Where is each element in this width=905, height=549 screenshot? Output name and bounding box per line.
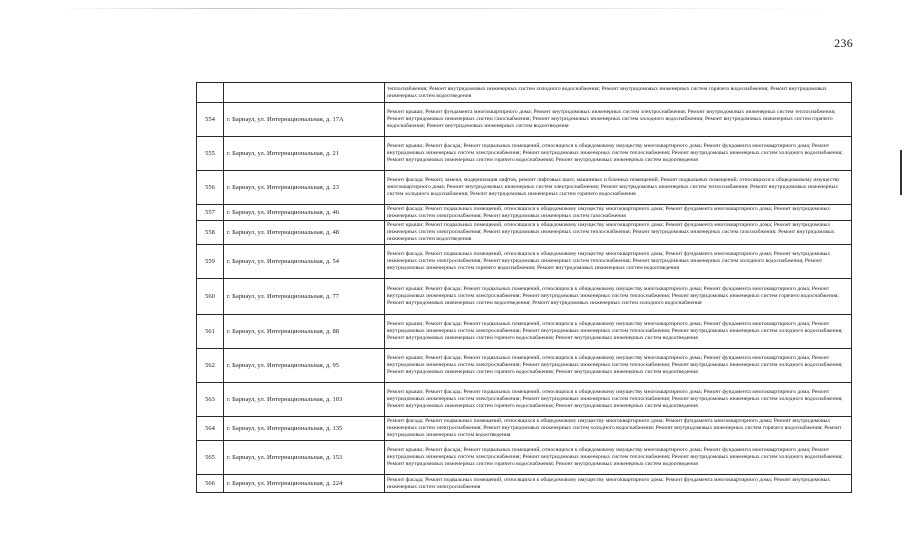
row-number-cell: 556: [197, 171, 224, 205]
table-row: [197, 205, 852, 221]
address-cell: г. Барнаул, ул. Интернациональная, д. 103: [224, 383, 385, 417]
works-list-cell: Ремонт крыши; Ремонт фасада; Ремонт подвальных помещений, относящихся к общедомовому имуществу многоквартирного дома; Ремонт фундамента многоквартирного дома; Ремонт внутридомовых инженерных систем электроснабжения; Ремонт внутридомовых инженерных систем теплоснабжения; Ремонт внутридомовых инженерных систем холодного водоснабжения; Ремонт внутридомовых инженерных систем горячего водоснабжения; Ремонт внутридомовых инженерных систем водоотведения: [385, 349, 852, 383]
row-number-cell: [197, 83, 224, 103]
works-list-cell: теплоснабжения; Ремонт внутридомовых инженерных систем холодного водоснабжения; Ремонт внутридомовых инженерных систем горячего водоснабжения; Ремонт внутридомовых инженерных систем водоотведения: [385, 83, 852, 103]
table-row: [197, 221, 852, 245]
address-cell: г. Барнаул, ул. Интернациональная, д. 135: [224, 417, 385, 441]
address-cell: г. Барнаул, ул. Интернациональная, д. 54: [224, 245, 385, 279]
works-list-cell: Ремонт фасада; Ремонт подвальных помещений, относящихся к общедомовому имуществу многоквартирного дома; Ремонт фундамента многоквартирного дома; Ремонт внутридомовых инженерных систем электроснабжения: [385, 475, 852, 493]
table-row: [197, 441, 852, 475]
row-number-cell: 558: [197, 221, 224, 245]
row-number-cell: 557: [197, 205, 224, 221]
table-row: [197, 315, 852, 349]
scan-artifact-line: [60, 8, 840, 9]
table-row: [197, 103, 852, 137]
address-cell: г. Барнаул, ул. Интернациональная, д. 48: [224, 221, 385, 245]
address-cell: г. Барнаул, ул. Интернациональная, д. 153: [224, 441, 385, 475]
row-number-cell: 565: [197, 441, 224, 475]
row-number-cell: 564: [197, 417, 224, 441]
table-row: [197, 279, 852, 315]
table-row: [197, 245, 852, 279]
address-cell: г. Барнаул, ул. Интернациональная, д. 224: [224, 475, 385, 493]
address-cell: г. Барнаул, ул. Интернациональная, д. 21: [224, 137, 385, 171]
works-list-cell: Ремонт фасада; Ремонт подвальных помещений, относящихся к общедомовому имуществу многоквартирного дома; Ремонт фундамента многоквартирного дома; Ремонт внутридомовых инженерных систем электроснабжения; Ремонт внутридомовых инженерных систем газоснабжения: [385, 205, 852, 221]
table-row: [197, 349, 852, 383]
address-cell: г. Барнаул, ул. Интернациональная, д. 46: [224, 205, 385, 221]
table-row: [197, 417, 852, 441]
address-cell: г. Барнаул, ул. Интернациональная, д. 77: [224, 279, 385, 315]
works-list-cell: Ремонт фасада; Ремонт, замена, модернизация лифтов, ремонт лифтовых шахт, машинных и блочных помещений; Ремонт подвальных помещений, относящихся к общедомовому имуществу многоквартирного дома; Ремонт внутридомовых инженерных систем электроснабжения; Ремонт внутридомовых инженерных систем теплоснабжения; Ремонт внутридомовых инженерных систем холодного водоснабжения; Ремонт внутридомовых инженерных систем горячего водоснабжения: [385, 171, 852, 205]
page-number: 236: [834, 36, 853, 50]
row-number-cell: 562: [197, 349, 224, 383]
table-row: [197, 171, 852, 205]
row-number-cell: 559: [197, 245, 224, 279]
works-list-cell: Ремонт фасада; Ремонт подвальных помещений, относящихся к общедомовому имуществу многоквартирного дома; Ремонт фундамента многоквартирного дома; Ремонт внутридомовых инженерных систем электроснабжения; Ремонт внутридомовых инженерных систем холодного водоснабжения; Ремонт внутридомовых инженерных систем горячего водоснабжения; Ремонт внутридомовых инженерных систем водоотведения: [385, 417, 852, 441]
works-list-cell: Ремонт крыши; Ремонт фасада; Ремонт подвальных помещений, относящихся к общедомовому имуществу многоквартирного дома; Ремонт фундамента многоквартирного дома; Ремонт внутридомовых инженерных систем электроснабжения; Ремонт внутридомовых инженерных систем теплоснабжения; Ремонт внутридомовых инженерных систем холодного водоснабжения; Ремонт внутридомовых инженерных систем горячего водоснабжения; Ремонт внутридомовых инженерных систем водоотведения: [385, 441, 852, 475]
row-number-cell: 560: [197, 279, 224, 315]
repair-list-table-container: [196, 82, 852, 493]
works-list-cell: Ремонт крыши; Ремонт подвальных помещений, относящихся к общедомовому имуществу многоквартирного дома; Ремонт фундамента многоквартирного дома; Ремонт внутридомовых инженерных систем электроснабжения; Ремонт внутридомовых инженерных систем теплоснабжения; Ремонт внутридомовых инженерных систем газоснабжения; Ремонт внутридомовых инженерных систем водоотведения: [385, 221, 852, 245]
row-number-cell: 566: [197, 475, 224, 493]
row-number-cell: 554: [197, 103, 224, 137]
works-list-cell: Ремонт крыши; Ремонт фасада; Ремонт подвальных помещений, относящихся к общедомовому имуществу многоквартирного дома; Ремонт фундамента многоквартирного дома; Ремонт внутридомовых инженерных систем электроснабжения; Ремонт внутридомовых инженерных систем теплоснабжения; Ремонт внутридомовых инженерных систем холодного водоснабжения; Ремонт внутридомовых инженерных систем горячего водоснабжения; Ремонт внутридомовых инженерных систем водоотведения: [385, 383, 852, 417]
row-number-cell: 563: [197, 383, 224, 417]
table-row: [197, 83, 852, 103]
scan-edge-mark: [900, 150, 902, 195]
address-cell: г. Барнаул, ул. Интернациональная, д. 17А: [224, 103, 385, 137]
row-number-cell: 555: [197, 137, 224, 171]
table-row: [197, 475, 852, 493]
works-list-cell: Ремонт крыши; Ремонт фасада; Ремонт подвальных помещений, относящихся к общедомовому имуществу многоквартирного дома; Ремонт фундамента многоквартирного дома; Ремонт внутридомовых инженерных систем электроснабжения; Ремонт внутридомовых инженерных систем теплоснабжения; Ремонт внутридомовых инженерных систем холодного водоснабжения; Ремонт внутридомовых инженерных систем горячего водоснабжения; Ремонт внутридомовых инженерных систем водоотведения: [385, 137, 852, 171]
row-number-cell: 561: [197, 315, 224, 349]
works-list-cell: Ремонт фасада; Ремонт подвальных помещений, относящихся к общедомовому имуществу многоквартирного дома; Ремонт фундамента многоквартирного дома; Ремонт внутридомовых инженерных систем электроснабжения; Ремонт внутридомовых инженерных систем теплоснабжения; Ремонт внутридомовых инженерных систем холодного водоснабжения; Ремонт внутридомовых инженерных систем горячего водоснабжения; Ремонт внутридомовых инженерных систем водоотведения: [385, 245, 852, 279]
works-list-cell: Ремонт крыши; Ремонт фундамента многоквартирного дома; Ремонт внутридомовых инженерных систем электроснабжения; Ремонт внутридомовых инженерных систем теплоснабжения; Ремонт внутридомовых инженерных систем газоснабжения; Ремонт внутридомовых инженерных систем холодного водоснабжения; Ремонт внутридомовых инженерных систем горячего водоснабжения; Ремонт внутридомовых инженерных систем водоотведения: [385, 103, 852, 137]
works-list-cell: Ремонт крыши; Ремонт фасада; Ремонт подвальных помещений, относящихся к общедомовому имуществу многоквартирного дома; Ремонт фундамента многоквартирного дома; Ремонт внутридомовых инженерных систем электроснабжения; Ремонт внутридомовых инженерных систем теплоснабжения; Ремонт внутридомовых инженерных систем холодного водоснабжения; Ремонт внутридомовых инженерных систем горячего водоснабжения; Ремонт внутридомовых инженерных систем водоотведения: [385, 315, 852, 349]
table-body: [197, 83, 852, 493]
address-cell: г. Барнаул, ул. Интернациональная, д. 88: [224, 315, 385, 349]
address-cell: г. Барнаул, ул. Интернациональная, д. 23: [224, 171, 385, 205]
works-list-cell: Ремонт крыши; Ремонт фасада; Ремонт подвальных помещений, относящихся к общедомовому имуществу многоквартирного дома; Ремонт фундамента многоквартирного дома; Ремонт внутридомовых инженерных систем электроснабжения; Ремонт внутридомовых инженерных систем теплоснабжения; Ремонт внутридомовых инженерных систем горячего водоснабжения; Ремонт внутридомовых инженерных систем водоотведения; Ремонт внутридомовых инженерных систем холодного водоснабжения: [385, 279, 852, 315]
repair-list-table: [196, 82, 852, 493]
table-row: [197, 137, 852, 171]
address-cell: [224, 83, 385, 103]
address-cell: г. Барнаул, ул. Интернациональная, д. 95: [224, 349, 385, 383]
table-row: [197, 383, 852, 417]
